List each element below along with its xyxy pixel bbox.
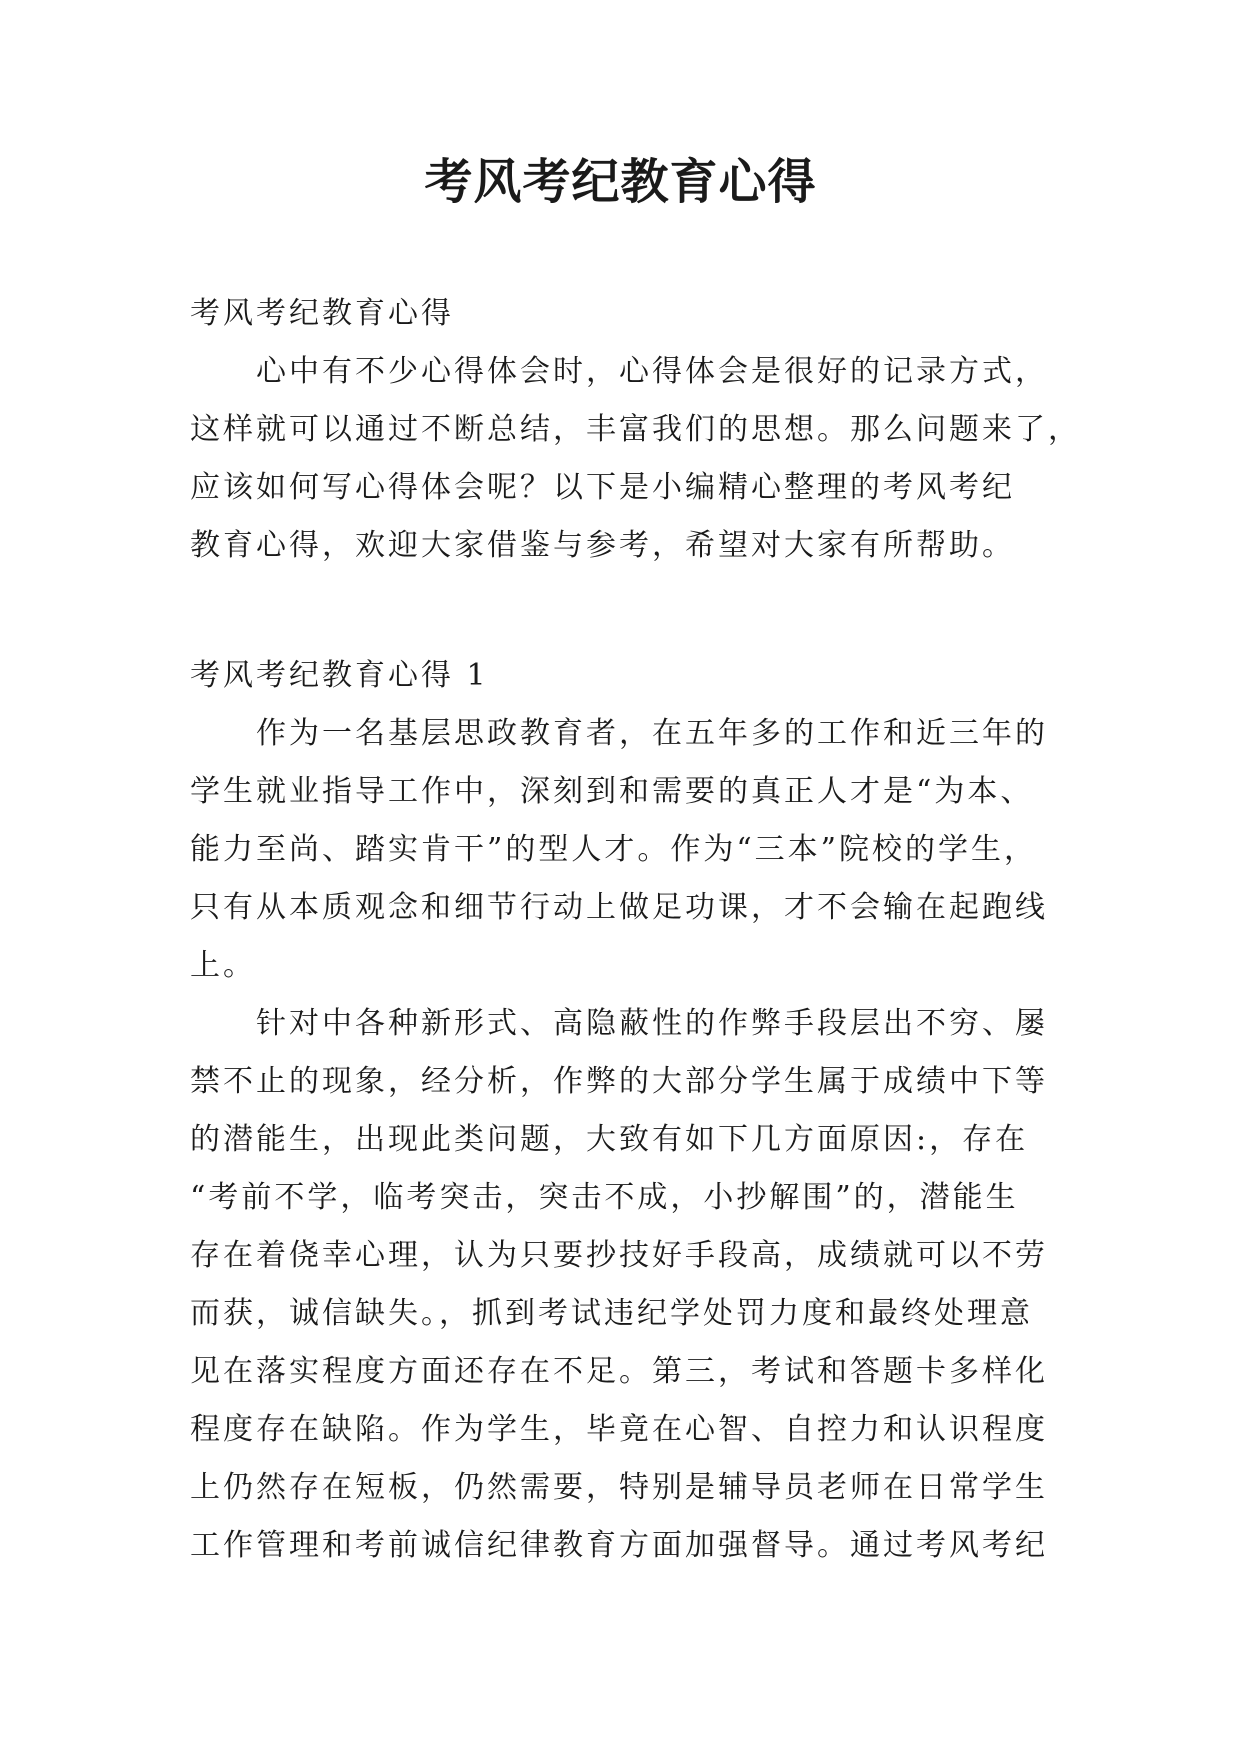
paragraph-line: 针对中各种新形式、高隐蔽性的作弊手段层出不穷、屡 (256, 1006, 1048, 1041)
paragraph-line: 教育心得，欢迎大家借鉴与参考，希望对大家有所帮助。 (190, 528, 1015, 563)
paragraph-line: 能力至尚、踏实肯干”的型人才。作为“三本”院校的学生， (190, 832, 1038, 867)
paragraph-line: 作为一名基层思政教育者，在五年多的工作和近三年的 (256, 716, 1048, 751)
paragraph-line: 上仍然存在短板，仍然需要，特别是辅导员老师在日常学生 (190, 1470, 1048, 1505)
paragraph-line: 应该如何写心得体会呢？以下是小编精心整理的考风考纪 (190, 470, 1015, 505)
document-title: 考风考纪教育心得 (424, 154, 817, 210)
paragraph-line: 这样就可以通过不断总结，丰富我们的思想。那么问题来了， (190, 412, 1081, 447)
paragraph-line: 的潜能生，出现此类问题，大致有如下几方面原因:，存在 (190, 1122, 1029, 1157)
paragraph-line: 工作管理和考前诚信纪律教育方面加强督导。通过考风考纪 (190, 1528, 1048, 1563)
paragraph-line: 而获，诚信缺失。，抓到考试违纪学处罚力度和最终处理意 (190, 1296, 1033, 1331)
section1-paragraph-2 (190, 1004, 1070, 1584)
section1-paragraph-1 (190, 714, 1070, 1004)
section-spacer (190, 584, 1070, 656)
section-heading-1: 考风考纪教育心得 1 (190, 658, 489, 693)
document-body (190, 294, 1081, 1584)
paragraph-line: 见在落实程度方面还存在不足。第三，考试和答题卡多样化 (190, 1354, 1048, 1389)
paragraph-line: 学生就业指导工作中，深刻到和需要的真正人才是“为本、 (190, 774, 1034, 809)
paragraph-line: 程度存在缺陷。作为学生，毕竟在心智、自控力和认识程度 (190, 1412, 1048, 1447)
intro-paragraph (190, 352, 1081, 584)
paragraph-line: 心中有不少心得体会时，心得体会是很好的记录方式， (256, 354, 1048, 389)
paragraph-line: 上。 (190, 948, 256, 983)
paragraph-line: 只有从本质观念和细节行动上做足功课，才不会输在起跑线 (190, 890, 1048, 925)
paragraph-line: 存在着侥幸心理，认为只要抄技好手段高，成绩就可以不劳 (190, 1238, 1048, 1273)
intro-heading: 考风考纪教育心得 (190, 296, 454, 331)
paragraph-line: “考前不学，临考突击，突击不成，小抄解围”的，潜能生 (190, 1180, 1019, 1215)
paragraph-line: 禁不止的现象，经分析，作弊的大部分学生属于成绩中下等 (190, 1064, 1048, 1099)
